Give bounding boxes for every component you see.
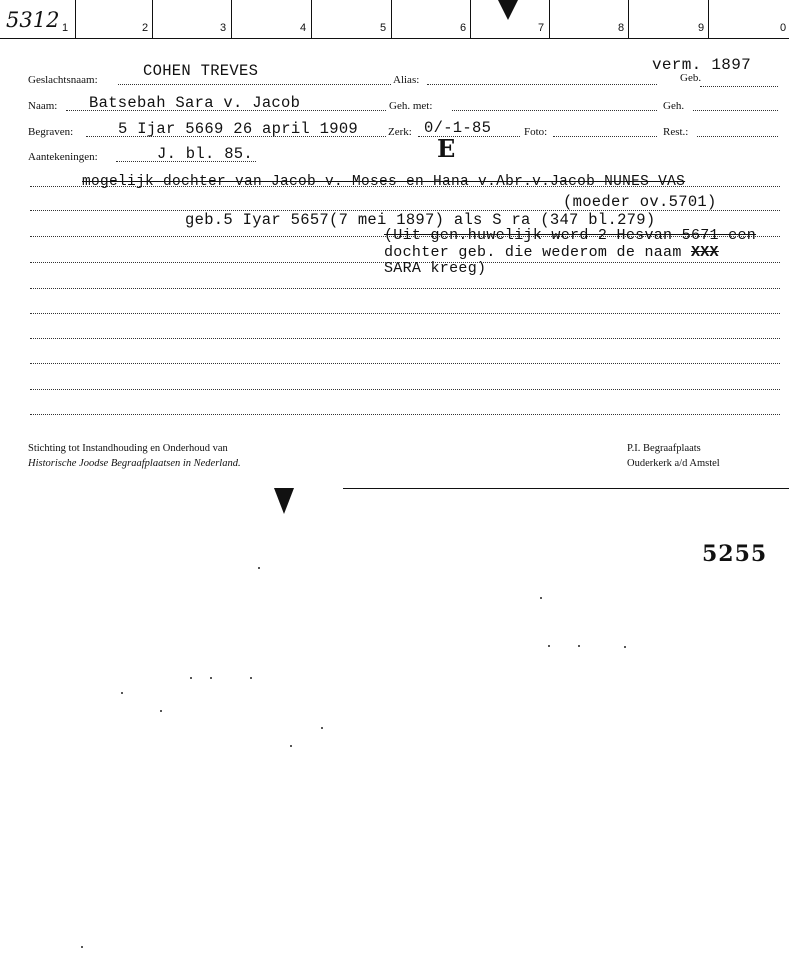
dotted-line xyxy=(697,136,778,137)
dotted-line xyxy=(693,110,778,111)
scan-speck xyxy=(258,567,260,569)
dotted-line xyxy=(30,363,780,364)
ruler-tick xyxy=(231,0,232,38)
rest-label: Rest.: xyxy=(663,126,689,138)
card-number: 5312 xyxy=(6,8,60,32)
ruler-tick xyxy=(391,0,392,38)
ruler-number: 8 xyxy=(618,22,625,34)
zerk-value: 0/-1-85 xyxy=(424,119,492,137)
ruler-number: 5 xyxy=(380,22,387,34)
geslachtsnaam-value: COHEN TREVES xyxy=(143,62,259,80)
ruler-number: 3 xyxy=(220,22,227,34)
ruler-number: 7 xyxy=(538,22,545,34)
ruler-number: 6 xyxy=(460,22,467,34)
ruler-tick xyxy=(75,0,76,38)
ruler-number: 4 xyxy=(300,22,307,34)
ruler-number: 2 xyxy=(142,22,149,34)
foto-label: Foto: xyxy=(524,126,548,138)
scan-speck xyxy=(190,677,192,679)
scan-speck xyxy=(624,646,626,648)
geh-label: Geh. xyxy=(663,100,685,112)
cemetery-name xyxy=(627,441,720,471)
dotted-line xyxy=(700,86,778,87)
alias-label: Alias: xyxy=(393,74,420,86)
note-line-5 xyxy=(384,244,719,261)
ruler-number: 9 xyxy=(698,22,705,34)
dotted-line xyxy=(427,84,657,85)
dotted-line xyxy=(30,288,780,289)
note-line-5-text: dochter geb. die wederom de naam xyxy=(384,244,691,261)
note-line-3: geb.5 Iyar 5657(7 mei 1897) als S ra (347 bl.279) xyxy=(185,211,656,229)
foundation-name xyxy=(28,441,241,471)
scan-speck xyxy=(290,745,292,747)
scan-speck xyxy=(121,692,123,694)
note-line-5-struck: XXX xyxy=(690,244,719,261)
scan-speck xyxy=(160,710,162,712)
ruler-tick xyxy=(470,0,471,38)
begraven-value: 5 Ijar 5669 26 april 1909 xyxy=(118,120,359,138)
scan-speck xyxy=(321,727,323,729)
geb-label: Geb. xyxy=(680,72,702,84)
handwritten-mark: E xyxy=(437,134,456,163)
scan-speck xyxy=(250,677,252,679)
foundation-line-1: Stichting tot Instandhouding en Onderhoud van xyxy=(28,443,228,454)
ruler-tick xyxy=(708,0,709,38)
scan-speck xyxy=(540,597,542,599)
dotted-line xyxy=(30,389,780,390)
ruler-tick xyxy=(152,0,153,38)
ruler-tick xyxy=(549,0,550,38)
cemetery-line-2: Ouderkerk a/d Amstel xyxy=(627,458,720,469)
dotted-line xyxy=(30,338,780,339)
dotted-line xyxy=(30,414,780,415)
begraven-label: Begraven: xyxy=(28,126,74,138)
scan-speck xyxy=(548,645,550,647)
punch-marker-top xyxy=(498,0,518,20)
scan-speck xyxy=(210,677,212,679)
ruler-number: 1 xyxy=(62,22,69,34)
note-line-6: SARA kreeg) xyxy=(384,260,487,277)
dotted-line xyxy=(553,136,657,137)
dotted-line xyxy=(452,110,657,111)
verm-value: verm. 1897 xyxy=(652,56,752,74)
naam-value: Batsebah Sara v. Jacob xyxy=(89,94,301,112)
scan-speck xyxy=(81,946,83,948)
geh-met-label: Geh. met: xyxy=(389,100,433,112)
ruler-number: 0 xyxy=(780,22,787,34)
dotted-line xyxy=(118,84,391,85)
punch-marker-bottom xyxy=(274,488,294,514)
note-line-2: (moeder ov.5701) xyxy=(563,193,717,211)
card-ruler xyxy=(0,0,789,39)
note-line-1: mogelijk dochter van Jacob v. Moses en Hana v.Abr.v.Jacob NUNES VAS xyxy=(82,174,686,190)
card-bottom-edge xyxy=(343,488,789,489)
stamp-number: 5255 xyxy=(702,541,768,567)
aantekeningen-value: J. bl. 85. xyxy=(157,145,254,163)
naam-label: Naam: xyxy=(28,100,58,112)
geslachtsnaam-label: Geslachtsnaam: xyxy=(28,74,98,86)
dotted-line xyxy=(30,313,780,314)
cemetery-line-1: P.I. Begraafplaats xyxy=(627,443,701,454)
note-line-4: (Uit gen.huwelijk werd 2 Hesvan 5671 een xyxy=(384,227,757,244)
ruler-tick xyxy=(311,0,312,38)
scan-speck xyxy=(578,645,580,647)
zerk-label: Zerk: xyxy=(388,126,412,138)
ruler-tick xyxy=(628,0,629,38)
foundation-line-2: Historische Joodse Begraafplaatsen in Nederland. xyxy=(28,458,241,469)
aantekeningen-label: Aantekeningen: xyxy=(28,151,98,163)
